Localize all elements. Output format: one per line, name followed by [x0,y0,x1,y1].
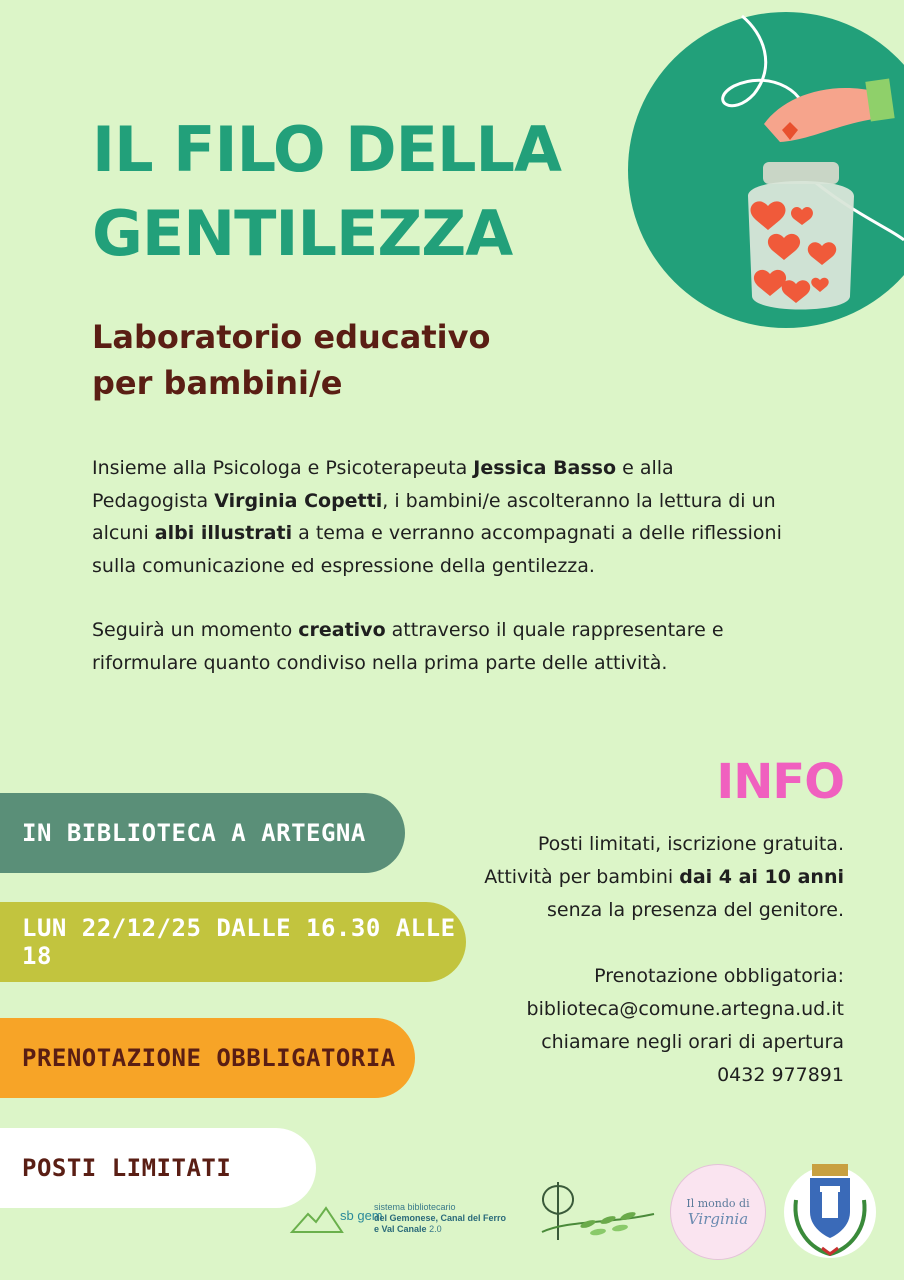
date-label: LUN 22/12/25 DALLE 16.30 ALLE 18 [22,914,456,970]
info-line [424,861,844,894]
limited-ribbon [0,1128,316,1208]
spacer [424,927,844,960]
subtitle-line-2: per bambini/e [92,364,343,402]
emphasis: albi illustrati [154,522,293,544]
location-label: IN BIBLIOTECA A ARTEGNA [22,819,366,847]
booking-label: PRENOTAZIONE OBBLIGATORIA [22,1044,396,1072]
email-link[interactable]: biblioteca@comune.artegna.ud.it [526,998,844,1020]
subtitle-line-1: Laboratorio educativo [92,318,491,356]
description [92,452,782,711]
location-ribbon [0,793,405,873]
text-run: Seguirà un momento [92,619,299,641]
sbgem-line: del Gemonese, Canal del Ferro [374,1213,507,1223]
subtitle [92,314,490,406]
sbgem-mark: sb gem [340,1208,383,1223]
phone-number[interactable]: 0432 977891 [717,1064,844,1086]
text-run: , i bambini/e ascolteranno la lettura di un alcuni [92,489,776,544]
booking-ribbon [0,1018,415,1098]
text-run: e alla Pedagogista [92,457,674,512]
limited-label: POSTI LIMITATI [22,1154,232,1182]
page-title [92,108,561,276]
jar-hearts-illustration [616,0,904,330]
speaker-name: Jessica Basso [473,457,617,479]
info-line: senza la presenza del genitore. [546,899,844,921]
text-run: Insieme alla Psicologa e Psicoterapeuta [92,457,474,479]
artegna-crest-icon [782,1160,878,1260]
description-paragraph-1 [92,452,782,582]
text-run: attraverso il quale rappresentare e riformulare quanto condiviso nella prima parte delle attività. [92,619,724,674]
sbgem-line: sistema bibliotecario [374,1202,456,1212]
title-line-2: GENTILEZZA [92,197,513,270]
info-line: chiamare negli orari di apertura [541,1031,844,1053]
mondo-di-virginia-logo [666,1164,772,1258]
text-run: a tema e verranno accompagnati a delle riflessioni sulla comunicazione ed espressione della gentilezza. [92,522,782,577]
info-line: Posti limitati, iscrizione gratuita. [537,833,844,855]
info-heading: INFO [716,754,844,810]
description-paragraph-2 [92,614,782,679]
info-text: Attività per bambini [484,866,680,888]
info-line: Prenotazione obbligatoria: [594,965,844,987]
psychology-logo [528,1180,658,1248]
date-ribbon [0,902,466,982]
sbgem-logo [290,1198,522,1244]
sbgem-line: e Val Canale [374,1224,427,1234]
speaker-name: Virginia Copetti [214,489,383,512]
mondo-line-1: Il mondo di [686,1196,750,1210]
emphasis: creativo [298,619,386,641]
mondo-line-2: Virginia [687,1209,749,1228]
age-range: dai 4 ai 10 anni [679,866,844,888]
info-block [424,828,844,1092]
sbgem-caption [374,1202,506,1235]
title-line-1: IL FILO DELLA [92,113,561,186]
sbgem-version: 2.0 [429,1224,442,1234]
